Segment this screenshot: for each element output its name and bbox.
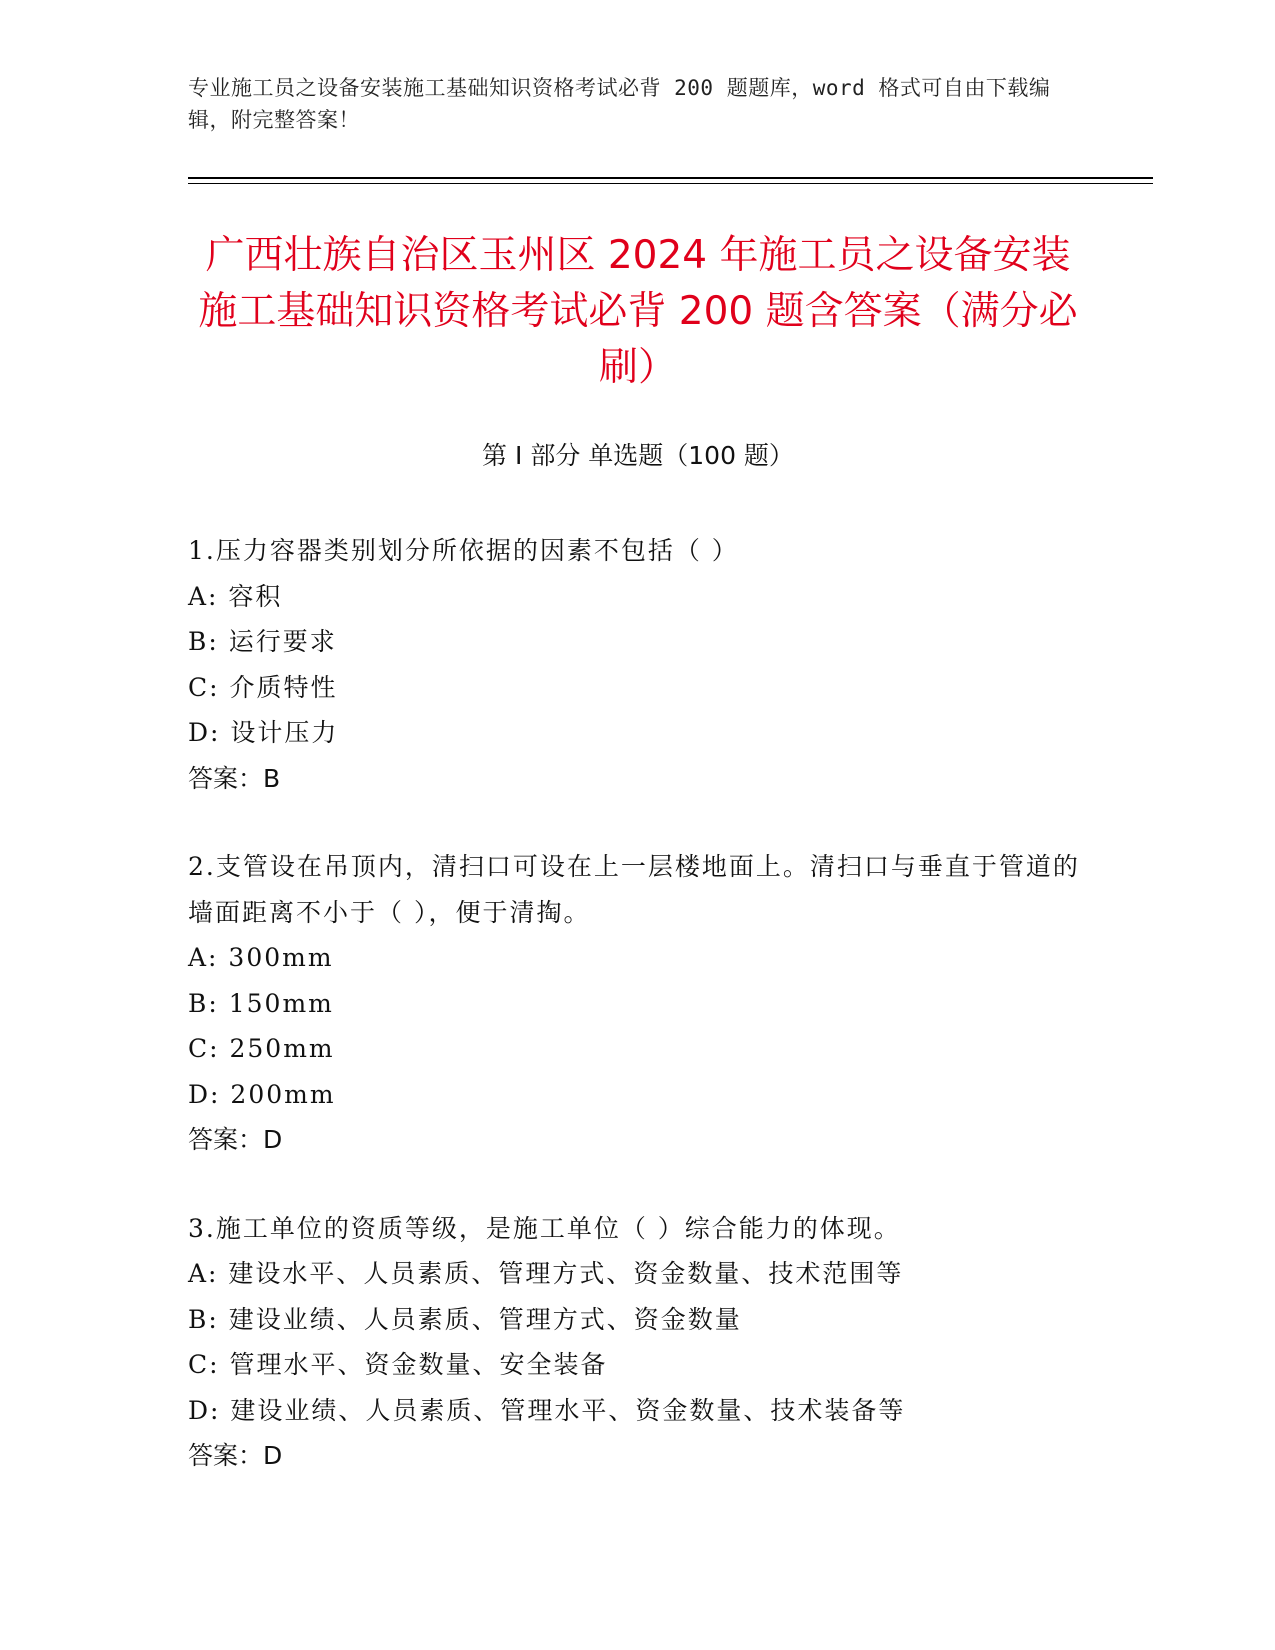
option-a: A: 300mm <box>188 943 334 972</box>
header-note: 专业施工员之设备安装施工基础知识资格考试必背 200 题题库，word 格式可自由下载编辑，附完整答案！ <box>188 76 1051 132</box>
answer: 答案：B <box>188 763 281 793</box>
option-b: B: 建设业绩、人员素质、管理方式、资金数量 <box>188 1304 742 1334</box>
question-stem: 3.施工单位的资质等级，是施工单位（ ）综合能力的体现。 <box>188 1213 901 1243</box>
option-c: C: 管理水平、资金数量、安全装备 <box>188 1350 608 1379</box>
answer: 答案：D <box>188 1441 283 1470</box>
question-2 <box>188 844 1088 1163</box>
option-b: B: 运行要求 <box>188 627 337 656</box>
question-3 <box>188 1206 1088 1479</box>
option-a: A: 建设水平、人员素质、管理方式、资金数量、技术范围等 <box>188 1259 904 1288</box>
question-list <box>188 528 1088 1522</box>
header-rule-thick <box>188 177 1153 179</box>
question-1 <box>188 528 1088 801</box>
section-heading: 第 I 部分 单选题（100 题） <box>482 441 794 470</box>
answer: 答案：D <box>188 1125 283 1154</box>
option-d: D: 200mm <box>188 1079 336 1109</box>
option-d: D: 建设业绩、人员素质、管理水平、资金数量、技术装备等 <box>188 1395 906 1425</box>
question-stem: 2.支管设在吊顶内，清扫口可设在上一层楼地面上。清扫口与垂直于管道的墙面距离不小于（ ），便于清掏。 <box>188 852 1080 927</box>
option-c: C: 250mm <box>188 1034 335 1063</box>
question-stem: 1.压力容器类别划分所依据的因素不包括（ ） <box>188 536 739 565</box>
option-a: A: 容积 <box>188 581 283 611</box>
header-rule-thin <box>188 183 1153 184</box>
option-b: B: 150mm <box>188 988 334 1018</box>
option-d: D: 设计压力 <box>188 718 339 747</box>
option-c: C: 介质特性 <box>188 672 338 702</box>
document-title: 广西壮族自治区玉州区 2024 年施工员之设备安装施工基础知识资格考试必背 200 题含答案（满分必刷） <box>198 233 1078 390</box>
